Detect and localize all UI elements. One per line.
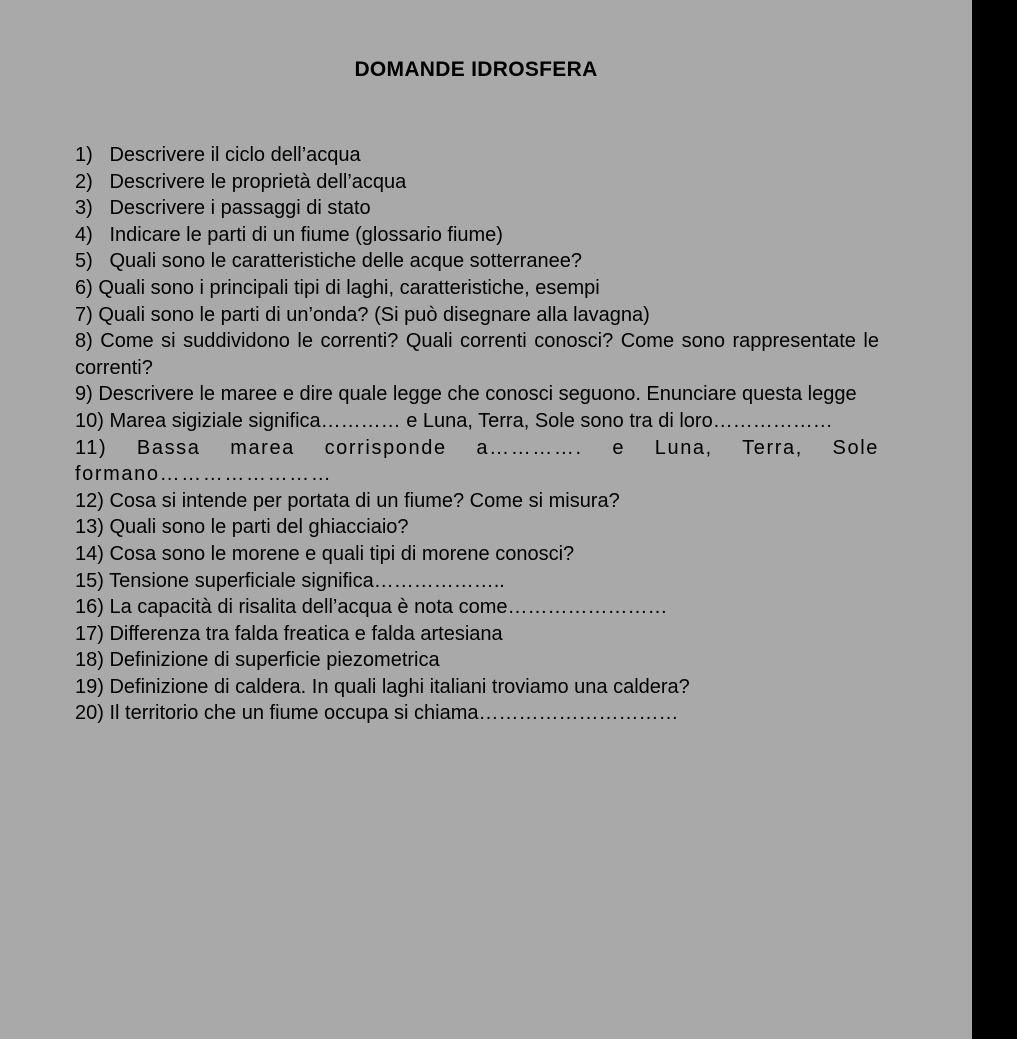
question-item-16: 16) La capacità di risalita dell’acqua è nota come…………………… <box>75 596 668 619</box>
question-item-14: 14) Cosa sono le morene e quali tipi di morene conosci? <box>75 542 575 565</box>
question-item-15: 15) Tensione superficiale significa……………….. <box>75 569 505 592</box>
question-item-11: 11) Bassa marea corrisponde a…………. e Luna, Terra, Sole formano…………………… <box>75 436 879 486</box>
document-title: DOMANDE IDROSFERA <box>354 58 598 81</box>
question-item-3: 3) Descrivere i passaggi di stato <box>75 197 371 220</box>
question-item-2: 2) Descrivere le proprietà dell’acqua <box>75 170 407 193</box>
question-item-18: 18) Definizione di superficie piezometrica <box>75 649 440 672</box>
question-item-1: 1) Descrivere il ciclo dell’acqua <box>75 144 361 166</box>
question-item-6: 6) Quali sono i principali tipi di laghi, caratteristiche, esempi <box>75 276 600 299</box>
question-item-5: 5) Quali sono le caratteristiche delle acque sotterranee? <box>75 250 582 273</box>
right-black-margin <box>972 0 1017 1039</box>
question-item-8: 8) Come si suddividono le correnti? Quali correnti conosci? Come sono rappresentate le correnti? <box>75 330 879 379</box>
question-list <box>75 142 879 727</box>
question-item-20: 20) Il territorio che un fiume occupa si chiama………………………… <box>75 702 679 725</box>
question-item-10: 10) Marea sigiziale significa………… e Luna, Terra, Sole sono tra di loro……………… <box>75 409 833 432</box>
question-item-4: 4) Indicare le parti di un fiume (glossario fiume) <box>75 223 503 246</box>
question-item-19: 19) Definizione di caldera. In quali laghi italiani troviamo una caldera? <box>75 675 690 698</box>
question-item-17: 17) Differenza tra falda freatica e falda artesiana <box>75 622 503 645</box>
question-item-7: 7) Quali sono le parti di un’onda? (Si può disegnare alla lavagna) <box>75 303 650 326</box>
question-item-13: 13) Quali sono le parti del ghiacciaio? <box>75 516 409 539</box>
question-item-12: 12) Cosa si intende per portata di un fiume? Come si misura? <box>75 489 620 512</box>
question-item-9: 9) Descrivere le maree e dire quale legge che conosci seguono. Enunciare questa legge <box>75 383 857 406</box>
